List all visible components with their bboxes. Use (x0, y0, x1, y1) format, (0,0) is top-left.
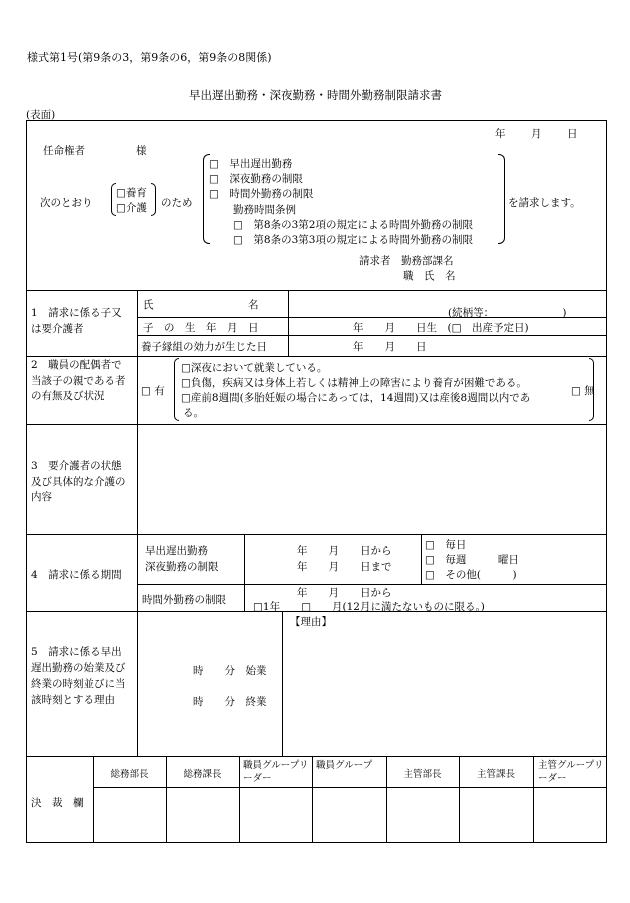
date-year: 年 (495, 128, 506, 140)
addressee: 任命権者 (43, 145, 85, 157)
overtime-limit-label: 時間外勤務の制限 (142, 594, 226, 606)
regulation-label: 勤務時間条例 (233, 204, 296, 216)
end-time-field[interactable]: 時 分 終業 (193, 696, 267, 708)
section2-label: 2 職員の配偶者で当該子の親である者の有無及び状況 (31, 359, 126, 402)
phrase-mid: のため (161, 197, 193, 209)
night-limit-label: 深夜勤務の制限 (145, 561, 219, 573)
start-time-field[interactable]: 時 分 始業 (193, 665, 267, 677)
period-from[interactable]: 年 月 日から (297, 545, 392, 557)
form-id: 様式第1号(第9条の3，第9条の6，第9条の8関係) (27, 51, 272, 64)
care-content-field[interactable] (140, 428, 603, 530)
spouse-no[interactable]: □ 無 (571, 385, 595, 397)
overtime-from[interactable]: 年 月 日から (297, 587, 392, 599)
side-label: (表面) (26, 109, 56, 121)
early-late-label: 早出遅出勤務 (145, 545, 208, 557)
requester-dept-label: 請求者 勤務部課名 (359, 255, 454, 267)
condition-illness[interactable]: □負傷，疾病又は身体上若しくは精神上の障害により養育が困難である。 (181, 377, 527, 389)
frequency-other[interactable]: □ その他( ) (425, 569, 517, 581)
regulation-item-2[interactable]: □ 第8条の3第3項の規定による時間外勤務の制限 (233, 234, 473, 246)
request-early-late[interactable]: □ 早出遅出勤務 (209, 158, 293, 170)
approval-col-dept-manager: 主管課長 (476, 769, 515, 780)
form-title: 早出遅出勤務・深夜勤務・時間外勤務制限請求書 (189, 88, 442, 102)
child-birth-label: 子 の 生 年 月 日 (143, 322, 259, 334)
condition-night-work[interactable]: □深夜において就業している。 (181, 362, 328, 374)
child-birth-field[interactable]: 年 月 日生 (□ 出産予定日) (353, 322, 529, 334)
condition-bracket-left (174, 358, 179, 421)
approval-label: 決 裁 欄 (31, 797, 84, 809)
section4-label: 4 請求に係る期間 (31, 569, 122, 581)
section3-label: 3 要介護者の状態及び具体的な介護の内容 (31, 460, 126, 503)
date-day: 日 (567, 128, 578, 140)
approval-col-staff-group: 職員グループ (316, 760, 373, 771)
section1-label: 1 請求に係る子又は要介護者 (31, 307, 122, 335)
approval-col-dept-director: 主管部長 (403, 769, 442, 780)
adoption-label: 養子縁組の効力が生じた日 (141, 341, 267, 353)
request-bracket-right (498, 154, 505, 244)
phrase-pre: 次のとおり (40, 197, 93, 209)
approval-col-general-affairs-director: 総務部長 (110, 769, 149, 780)
approval-col-staff-group-leader: 職員グループリーダー (243, 760, 309, 784)
condition-maternity[interactable]: □産前8週間(多胎妊娠の場合にあっては，14週間)又は産後8週間以内であ (181, 392, 531, 404)
care-option-rearing[interactable]: □養育 (116, 187, 147, 199)
period-to[interactable]: 年 月 日まで (297, 561, 392, 573)
regulation-item-1[interactable]: □ 第8条の3第2項の規定による時間外勤務の制限 (233, 219, 473, 231)
relation-field[interactable]: (続柄等： ) (448, 307, 567, 319)
date-month: 月 (531, 128, 542, 140)
section5-label: 5 請求に係る早出遅出勤務の始業及び終業の時刻並びに当該時刻とする理由 (31, 646, 126, 706)
spouse-yes[interactable]: □ 有 (141, 385, 165, 397)
name-label: 氏 名 (143, 299, 259, 311)
care-bracket-right (151, 183, 156, 216)
approval-col-general-affairs-manager: 総務課長 (183, 769, 222, 780)
phrase-end: を請求します。 (508, 197, 581, 209)
request-overtime-limit[interactable]: □ 時間外勤務の制限 (209, 188, 314, 200)
approval-col-dept-group-leader: 主管グループリーダー (538, 760, 604, 784)
adoption-date-field[interactable]: 年 月 日 (353, 341, 427, 353)
reason-label: 【理由】 (290, 616, 332, 628)
frequency-weekly[interactable]: □ 毎週 曜日 (425, 554, 519, 566)
request-night-limit[interactable]: □ 深夜勤務の制限 (209, 173, 303, 185)
honorific: 様 (136, 145, 147, 157)
condition-maternity-cont: る。 (183, 407, 204, 419)
care-option-nursing[interactable]: □介護 (116, 202, 147, 214)
requester-name-label: 職 氏 名 (403, 270, 456, 282)
frequency-daily[interactable]: □ 毎日 (425, 539, 467, 551)
overtime-period[interactable]: □1年 □ 月(12月に満たないものに限る。) (253, 601, 485, 613)
